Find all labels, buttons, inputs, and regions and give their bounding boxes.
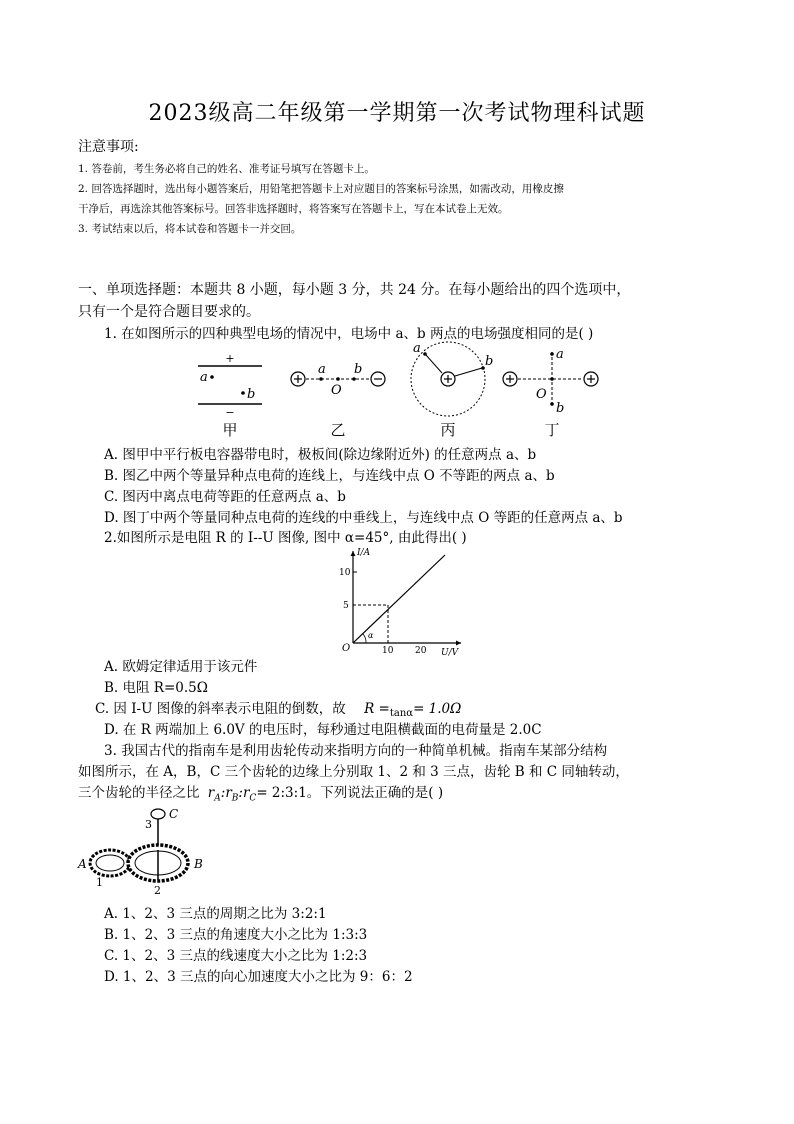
- figure-label-ding: 丁: [544, 421, 560, 439]
- q1-stem: 1. 在如图所示的四种典型电场的情况中，电场中 a、b 两点的电场强度相同的是( ): [104, 326, 594, 342]
- gear-c-label: C: [169, 807, 179, 821]
- figure-yi: [291, 362, 385, 439]
- q2-option-c: [95, 697, 461, 717]
- q2-option-c-formula-rhs: = 1.0Ω: [413, 701, 462, 717]
- note-item-2-cont: 干净后，再选涂其他答案标号。回答非选择题时，将答案写在答题卡上，写在本试卷上无效。: [78, 203, 509, 215]
- q3-gear-figure: [76, 800, 216, 900]
- graph-ytick-5: 5: [343, 601, 349, 611]
- point-b-label: b: [354, 362, 363, 377]
- q1-option-c: C. 图丙中离点电荷等距的任意两点 a、b: [104, 489, 346, 505]
- point-a-label: a: [413, 341, 421, 356]
- point-b-label: b: [247, 387, 256, 402]
- point-2-label: 2: [154, 884, 161, 897]
- point-a-label: a: [318, 362, 326, 377]
- figure-label-jia: 甲: [222, 421, 238, 439]
- q2-stem: 2.如图所示是电阻 R 的 I--U 图像, 图中 α=45°, 由此得出( ): [104, 530, 467, 546]
- q3-stem-line3-text: 三个齿轮的半径之比: [78, 785, 200, 801]
- q1-option-d: D. 图丁中两个等量同种点电荷的连线的中垂线上，与连线中点 O 等距的任意两点 a、b: [104, 510, 623, 526]
- graph-origin: O: [342, 643, 351, 654]
- point-3-label: 3: [145, 818, 152, 831]
- q2-option-d: D. 在 R 两端加上 6.0V 的电压时，每秒通过电阻横截面的电荷量是 2.0C: [104, 722, 542, 738]
- gear-b-label: B: [194, 857, 203, 871]
- figure-bing: [411, 341, 493, 439]
- graph-angle: α: [368, 631, 374, 640]
- q3-option-b: B. 1、2、3 三点的角速度大小之比为 1:3:3: [104, 927, 368, 943]
- q3-stem-line1: 3. 我国古代的指南车是利用齿轮传动来指明方向的一种简单机械。指南车某部分结构: [104, 743, 608, 759]
- point-1-label: 1: [96, 876, 103, 889]
- point-o-label: O: [536, 387, 547, 402]
- note-item-3: 3. 考试结束以后，将本试卷和答题卡一并交回。: [78, 223, 302, 235]
- graph-xlabel: U/V: [441, 648, 459, 657]
- figure-jia: [198, 352, 262, 439]
- point-b-label: b: [556, 401, 565, 416]
- point-a-label: a: [556, 347, 564, 362]
- point-o-label: O: [331, 383, 342, 398]
- q1-option-b: B. 图乙中两个等量异种点电荷的连线上，与连线中点 O 不等距的两点 a、b: [104, 468, 555, 484]
- gear-a: [77, 850, 130, 889]
- plate-plus-label: +: [225, 352, 235, 365]
- q2-iu-graph: [333, 545, 468, 657]
- q2-option-c-formula-lhs: R =: [364, 701, 390, 717]
- note-item-1: 1. 答卷前，考生务必将自己的姓名、准考证号填写在答题卡上。: [78, 163, 375, 175]
- gear-b: [128, 845, 203, 897]
- section-heading-line1: 一、单项选择题：本题共 8 小题，每小题 3 分，共 24 分。在每小题给出的四个选项中，: [78, 282, 631, 298]
- q3-ratio-formula: $r_A:r_B:r_C$: [207, 785, 257, 804]
- point-a-label: a: [200, 370, 208, 385]
- page-title: 2023级高二年级第一学期第一次考试物理科试题: [148, 101, 646, 126]
- q2-option-c-formula-denom: tanα: [389, 708, 414, 719]
- figure-label-bing: 丙: [440, 421, 456, 439]
- q2-option-b: B. 电阻 R=0.5Ω: [104, 680, 208, 696]
- figure-ding: [503, 347, 598, 439]
- q3-stem-line3-tail: = 2:3:1。下列说法正确的是( ): [256, 785, 444, 801]
- point-b-label: b: [485, 354, 494, 369]
- q3-option-d: D. 1、2、3 三点的向心加速度大小之比为 9：6：2: [104, 969, 413, 985]
- notes-heading: 注意事项:: [78, 139, 139, 155]
- gear-a-label: A: [78, 857, 87, 871]
- graph-ytick-10: 10: [339, 568, 351, 578]
- q3-option-c: C. 1、2、3 三点的线速度大小之比为 1:2:3: [104, 948, 368, 964]
- section-heading-line2: 只有一个是符合题目要求的。: [78, 304, 260, 320]
- graph-xtick-20: 20: [415, 646, 427, 656]
- q2-option-c-text: C. 因 I-U 图像的斜率表示电阻的倒数，故: [95, 701, 346, 717]
- q2-option-a: A. 欧姆定律适用于该元件: [104, 659, 258, 675]
- figure-label-yi: 乙: [330, 421, 346, 439]
- graph-xtick-10: 10: [382, 646, 394, 656]
- graph-ylabel: I/A: [357, 548, 371, 558]
- q1-option-a: A. 图甲中平行板电容器带电时，极板间(除边缘附近外) 的任意两点 a、b: [104, 447, 537, 463]
- q1-field-figures: [180, 340, 620, 440]
- q3-stem-line2: 如图所示，在 A，B，C 三个齿轮的边缘上分别取 1、2 和 3 三点，齿轮 B 和 C 同轴转动，: [78, 764, 629, 780]
- plate-minus-label: −: [225, 406, 235, 419]
- note-item-2: 2. 回答选择题时，选出每小题答案后，用铅笔把答题卡上对应题目的答案标号涂黑，如需改动，用橡皮擦: [78, 183, 564, 195]
- q3-option-a: A. 1、2、3 三点的周期之比为 3:2:1: [104, 906, 327, 922]
